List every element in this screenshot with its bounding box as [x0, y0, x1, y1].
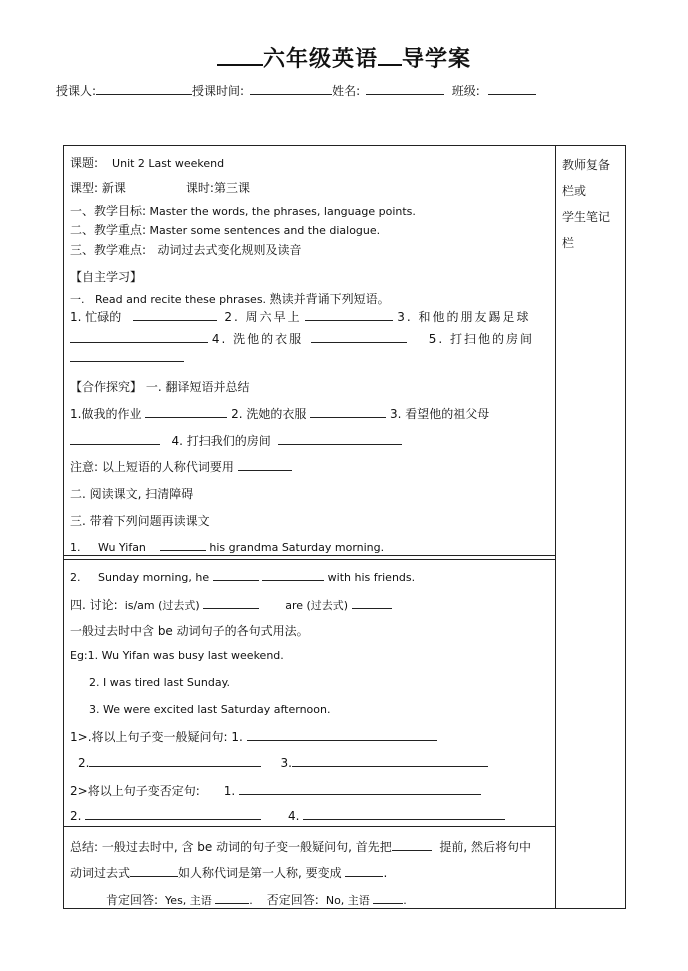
phrase-5: 5. 打扫他的房间: [428, 332, 534, 346]
coop-q3-blank[interactable]: [70, 433, 160, 445]
phrase-1: 1. 忙碌的: [70, 310, 122, 324]
summary-row-2: [70, 864, 387, 881]
side-notes-column: [562, 152, 620, 256]
title-blank: [217, 48, 263, 66]
yes-label: 肯定回答:: [106, 893, 159, 907]
example-3: 3. We were excited last Saturday afternoon.: [89, 703, 331, 716]
phrase-2: 2. 周六早上: [224, 310, 302, 324]
question-3-blank[interactable]: [292, 755, 488, 767]
s2-b: with his friends.: [327, 571, 416, 584]
coop-heading-row: [70, 378, 249, 395]
discuss-isam-blank[interactable]: [203, 597, 259, 609]
negative-4-num: 4.: [287, 809, 300, 823]
side-line-2: 栏或: [562, 184, 587, 198]
negative-2-blank[interactable]: [85, 808, 261, 820]
discuss-row: [70, 596, 392, 613]
side-line-1: 教师复备: [562, 158, 611, 172]
reading-sentence-2: [70, 569, 415, 584]
discuss-label: 四. 讨论:: [70, 598, 118, 612]
name-blank[interactable]: [366, 82, 444, 95]
question-row-2: [78, 755, 488, 770]
question-3-num: 3.: [280, 756, 292, 770]
header-info: [56, 82, 656, 99]
coop-q3: 3. 看望他的祖父母: [390, 407, 490, 421]
self-study-instruction: [70, 290, 390, 307]
coop-heading: 【合作探究】: [70, 380, 143, 394]
negative-1-blank[interactable]: [239, 783, 481, 795]
topic-label: 课题:: [70, 156, 99, 170]
question-1-blank[interactable]: [247, 729, 437, 741]
negative-label: 2>将以上句子变否定句:: [70, 784, 200, 798]
negative-row-1: [70, 782, 481, 799]
yes-end: .: [249, 894, 253, 907]
summary-a: 总结: 一般过去时中, 含 be 动词的句子变一般疑问句, 首先把: [70, 840, 392, 854]
goal-label: 一、教学目标:: [70, 204, 147, 218]
period-label: 课时:: [185, 181, 214, 195]
question-1-num: 1.: [231, 730, 243, 744]
summary-d: 如人称代词是第一人称, 要变成: [178, 866, 342, 880]
page-title: [0, 42, 688, 73]
key-value: Master some sentences and the dialogue.: [149, 224, 381, 237]
negative-row-2: [70, 808, 505, 823]
phrase-row-3: [70, 350, 184, 365]
s2-blank-1[interactable]: [213, 569, 259, 581]
coop-note-blank[interactable]: [238, 459, 292, 471]
section-divider-double: [63, 555, 556, 560]
teacher-blank[interactable]: [96, 82, 192, 95]
coop-sub: 一. 翻译短语并总结: [145, 380, 250, 394]
time-label: 授课时间:: [192, 84, 245, 98]
coop-row-2: [70, 432, 402, 449]
key-row: [70, 221, 380, 238]
summary-blank-1[interactable]: [392, 839, 432, 851]
self-study-heading: 【自主学习】: [70, 270, 143, 284]
phrase-4: 4. 洗他的衣服: [211, 332, 304, 346]
diff-row: [70, 241, 302, 258]
summary-row-1: [70, 838, 531, 855]
coop-q1-blank[interactable]: [145, 406, 227, 418]
class-blank[interactable]: [488, 82, 536, 95]
title-text: 六年级英语: [262, 47, 378, 72]
column-divider: [555, 145, 556, 908]
s1-a: Wu Yifan: [97, 541, 146, 554]
summary-b: 提前, 然后将句中: [439, 840, 532, 854]
coop-note: 注意: 以上短语的人称代词要用: [70, 460, 234, 474]
phrase-3: 3. 和他的朋友踢足球: [397, 310, 531, 324]
type-label: 课型:: [70, 181, 99, 195]
negative-4-blank[interactable]: [303, 808, 505, 820]
question-2-blank[interactable]: [89, 755, 261, 767]
question-row-1: [70, 728, 437, 745]
negative-2-num: 2.: [70, 809, 82, 823]
s2-a: Sunday morning, he: [97, 571, 210, 584]
phrase-1-blank[interactable]: [133, 309, 217, 321]
negative-1-num: 1.: [223, 784, 236, 798]
answer-row: [106, 891, 407, 908]
discuss-are-blank[interactable]: [352, 597, 392, 609]
reading-sentence-1: [70, 539, 384, 554]
class-label: 班级:: [451, 84, 480, 98]
phrase-5-blank[interactable]: [70, 350, 184, 362]
coop-q4: 4. 打扫我们的房间: [171, 434, 271, 448]
question-label: 1>.将以上句子变一般疑问句:: [70, 730, 228, 744]
time-blank[interactable]: [250, 82, 332, 95]
section-divider: [63, 826, 556, 827]
coop-q2-blank[interactable]: [310, 406, 386, 418]
summary-e: .: [383, 866, 388, 880]
topic-row: [70, 154, 224, 171]
no-text: No, 主语: [325, 894, 370, 907]
topic-value: Unit 2 Last weekend: [112, 157, 225, 170]
instr-en: Read and recite these phrases.: [95, 293, 267, 306]
phrase-2-blank[interactable]: [305, 309, 393, 321]
summary-blank-3[interactable]: [345, 865, 383, 877]
name-label: 姓名:: [332, 84, 361, 98]
phrase-row-1: [70, 308, 531, 325]
side-line-3: 学生笔记: [562, 210, 611, 224]
summary-c: 动词过去式: [70, 866, 131, 880]
diff-label: 三、教学难点:: [70, 243, 147, 257]
no-label: 否定回答:: [266, 893, 319, 907]
no-end: .: [403, 894, 407, 907]
coop-q2: 2. 洗她的衣服: [231, 407, 307, 421]
example-1: Eg:1. Wu Yifan was busy last weekend.: [70, 649, 284, 662]
summary-blank-2[interactable]: [130, 865, 178, 877]
teacher-label: 授课人:: [56, 84, 97, 98]
discuss-are: are (过去式): [285, 599, 349, 612]
s1-blank[interactable]: [160, 539, 206, 551]
period-value: 第三课: [213, 181, 250, 195]
goal-row: [70, 202, 416, 219]
phrase-3-blank[interactable]: [70, 331, 208, 343]
s2-num: 2.: [70, 571, 81, 584]
question-2-num: 2.: [78, 756, 90, 770]
s1-num: 1.: [70, 541, 81, 554]
title-blank-2: [378, 48, 402, 66]
title-suffix: 导学案: [402, 47, 472, 72]
reading-step-3: 三. 带着下列问题再读课文: [70, 514, 210, 528]
coop-row-1: [70, 405, 489, 422]
key-label: 二、教学重点:: [70, 223, 147, 237]
goal-value: Master the words, the phrases, language points.: [149, 205, 416, 218]
instr-cn: 熟读并背诵下列短语。: [269, 292, 390, 306]
example-2: 2. I was tired last Sunday.: [89, 676, 231, 689]
type-value: 新课: [101, 181, 126, 195]
side-line-4: 栏: [562, 236, 575, 250]
coop-q4-blank[interactable]: [278, 433, 402, 445]
yes-blank[interactable]: [215, 892, 249, 904]
instr-num: 一.: [70, 293, 85, 306]
coop-q1: 1.做我的作业: [70, 407, 142, 421]
s2-blank-2[interactable]: [262, 569, 324, 581]
phrase-4-blank[interactable]: [311, 331, 407, 343]
type-row: [70, 179, 250, 196]
discuss-isam: is/am (过去式): [124, 599, 200, 612]
no-blank[interactable]: [373, 892, 403, 904]
coop-note-row: [70, 458, 292, 475]
diff-value: 动词过去式变化规则及读音: [157, 243, 302, 257]
s1-b: his grandma Saturday morning.: [209, 541, 385, 554]
yes-text: Yes, 主语: [165, 894, 212, 907]
reading-step-2: 二. 阅读课文, 扫清障碍: [70, 487, 194, 501]
phrase-row-2: [70, 330, 534, 347]
discuss-rule: 一般过去时中含 be 动词句子的各句式用法。: [70, 624, 309, 638]
